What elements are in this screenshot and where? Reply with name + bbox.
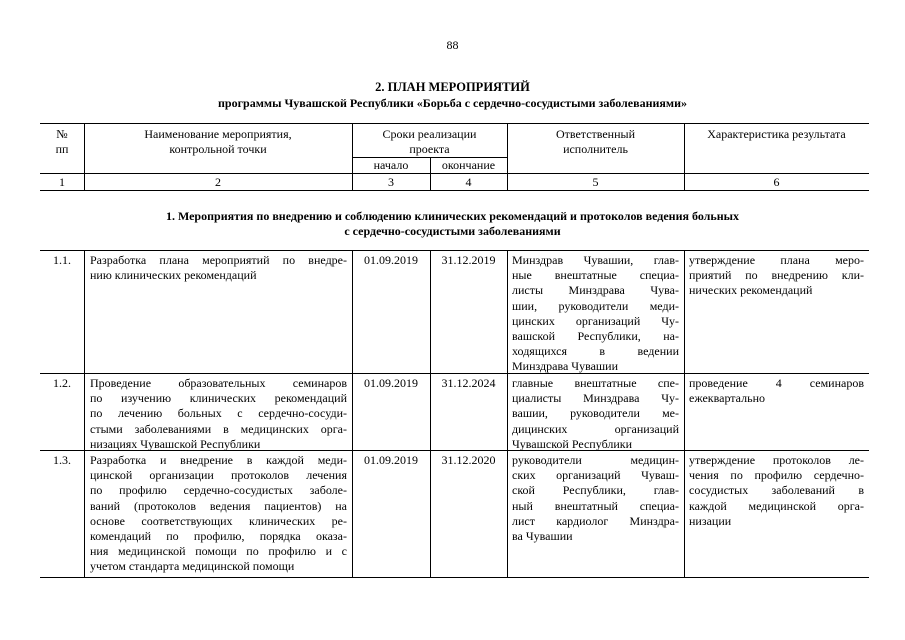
text-line: шии, руководители меди- xyxy=(512,298,679,313)
text-line: Разработка плана мероприятий по внедре- xyxy=(90,253,347,267)
text-line: по профилю сердечно-сосудистых заболе- xyxy=(90,483,347,498)
col-divider xyxy=(684,250,685,577)
text-line: чения по профилю сердечно- xyxy=(689,468,864,483)
text-line: ской Республики, глав- xyxy=(512,483,679,498)
section-title-line: 1. Мероприятия по внедрению и соблюдению клинических рекомендаций и протоколов ведения больных xyxy=(165,209,740,223)
text-line: ваний (протоколов ведения пациентов) на xyxy=(90,498,347,513)
text-line: листы Минздрава Чува- xyxy=(512,283,679,298)
col-divider xyxy=(352,250,353,577)
row-responsible xyxy=(512,376,679,452)
text-line: циалисты Минздрава Чу- xyxy=(512,391,679,406)
text-line: Проведение образовательных семинаров xyxy=(90,376,347,390)
text-line: руководители медицин- xyxy=(512,453,679,467)
header-timeline xyxy=(352,127,507,157)
row-name xyxy=(90,376,347,452)
row-start-date: 01.09.2019 xyxy=(364,253,418,267)
text-line: каждой медицинской орга- xyxy=(689,498,864,513)
col-number: 3 xyxy=(388,175,394,189)
text-line: цинских организаций Чу- xyxy=(512,313,679,328)
row-start-date: 01.09.2019 xyxy=(364,453,418,467)
section-bottom-border xyxy=(40,250,869,251)
header-num xyxy=(40,127,84,157)
text-line: сосудистых заболеваний в xyxy=(689,483,864,498)
col-number: 5 xyxy=(592,175,599,189)
row-end-date: 31.12.2024 xyxy=(441,376,496,390)
section-title xyxy=(0,209,905,239)
text-line: нию клинических рекомендаций xyxy=(90,268,257,283)
row-num: 1.2. xyxy=(53,376,71,390)
text-line: Разработка и внедрение в каждой меди- xyxy=(90,453,347,467)
header-num-line: № xyxy=(56,127,68,141)
row-result xyxy=(689,253,864,299)
header-start: начало xyxy=(373,158,409,172)
text-line: лист кардиолог Минздра- xyxy=(512,513,679,528)
text-line: комендаций по профилю, порядка оказа- xyxy=(90,529,347,544)
col-number: 4 xyxy=(465,175,472,189)
col-divider xyxy=(507,250,508,577)
text-line: учетом стандарта медицинской помощи xyxy=(90,559,295,574)
text-line: утверждение плана меро- xyxy=(689,253,864,267)
section-title-line: с сердечно-сосудистыми заболеваниями xyxy=(344,224,561,238)
col-number: 6 xyxy=(773,175,780,189)
text-line: ный внештатный специа- xyxy=(512,498,679,513)
header-responsible-line: Ответственный xyxy=(555,127,636,141)
header-name-line: контрольной точки xyxy=(169,142,267,157)
row-end-date: 31.12.2020 xyxy=(441,453,496,467)
text-line: ежеквартально xyxy=(689,391,765,406)
row-num: 1.1. xyxy=(53,253,71,267)
text-line: проведение 4 семинаров xyxy=(689,376,864,390)
header-name xyxy=(84,127,352,157)
header-responsible xyxy=(507,127,684,157)
text-line: Минздрава Чувашии xyxy=(512,359,619,374)
table-top-border xyxy=(40,123,869,124)
header-timeline-line: Сроки реализации xyxy=(382,127,477,141)
text-line: вашии, руководители ме- xyxy=(512,406,679,421)
col-number: 1 xyxy=(59,175,65,189)
header-timeline-line: проекта xyxy=(409,142,450,157)
text-line: по изучению клинических рекомендаций xyxy=(90,391,347,406)
text-line: ских организаций Чуваш- xyxy=(512,468,679,483)
text-line: Минздрав Чувашии, глав- xyxy=(512,253,679,267)
row-start-date: 01.09.2019 xyxy=(364,376,418,390)
text-line: утверждение протоколов ле- xyxy=(689,453,864,467)
col-divider xyxy=(84,250,85,577)
text-line: вашской Республики, на- xyxy=(512,329,679,344)
text-line: по лечению больных с сердечно-сосуди- xyxy=(90,406,347,421)
row-responsible xyxy=(512,253,679,375)
header-num-line: пп xyxy=(55,142,69,157)
text-line: ходящихся в ведении xyxy=(512,344,679,359)
text-line: низации xyxy=(689,513,732,528)
col-number: 2 xyxy=(215,175,221,189)
text-line: главные внештатные спе- xyxy=(512,376,679,390)
text-line: ния медицинской помощи по профилю и с xyxy=(90,544,347,559)
text-line: Чувашской Республики xyxy=(512,436,633,451)
row-end-date: 31.12.2019 xyxy=(441,253,496,267)
row-name xyxy=(90,453,347,575)
row-result xyxy=(689,376,864,406)
plan-title: 2. ПЛАН МЕРОПРИЯТИЙ xyxy=(375,80,530,94)
text-line: дицинских организаций xyxy=(512,421,679,436)
header-responsible-line: исполнитель xyxy=(563,142,628,157)
text-line: низациях Чувашской Республики xyxy=(90,436,261,451)
row-num: 1.3. xyxy=(53,453,71,467)
text-line: стыми заболеваниями в медицинских орга- xyxy=(90,421,347,436)
text-line: ва Чувашии xyxy=(512,529,573,544)
row-1-bottom-border xyxy=(40,373,869,374)
row-name xyxy=(90,253,347,283)
text-line: приятий по внедрению кли- xyxy=(689,268,864,283)
text-line: ные внештатные специа- xyxy=(512,268,679,283)
header-result: Характеристика результата xyxy=(707,127,846,141)
text-line: основе соответствующих клинических ре- xyxy=(90,513,347,528)
header-end: окончание xyxy=(441,158,496,172)
text-line: нических рекомендаций xyxy=(689,283,813,298)
table-bottom-border xyxy=(40,577,869,578)
plan-subtitle: программы Чувашской Республики «Борьба с сердечно-сосудистыми заболеваниями» xyxy=(218,96,687,110)
col-divider xyxy=(430,250,431,577)
row-responsible xyxy=(512,453,679,544)
header-name-line: Наименование мероприятия, xyxy=(144,127,292,141)
text-line: цинской организации протоколов лечения xyxy=(90,468,347,483)
page-number: 88 xyxy=(446,38,459,52)
row-result xyxy=(689,453,864,529)
